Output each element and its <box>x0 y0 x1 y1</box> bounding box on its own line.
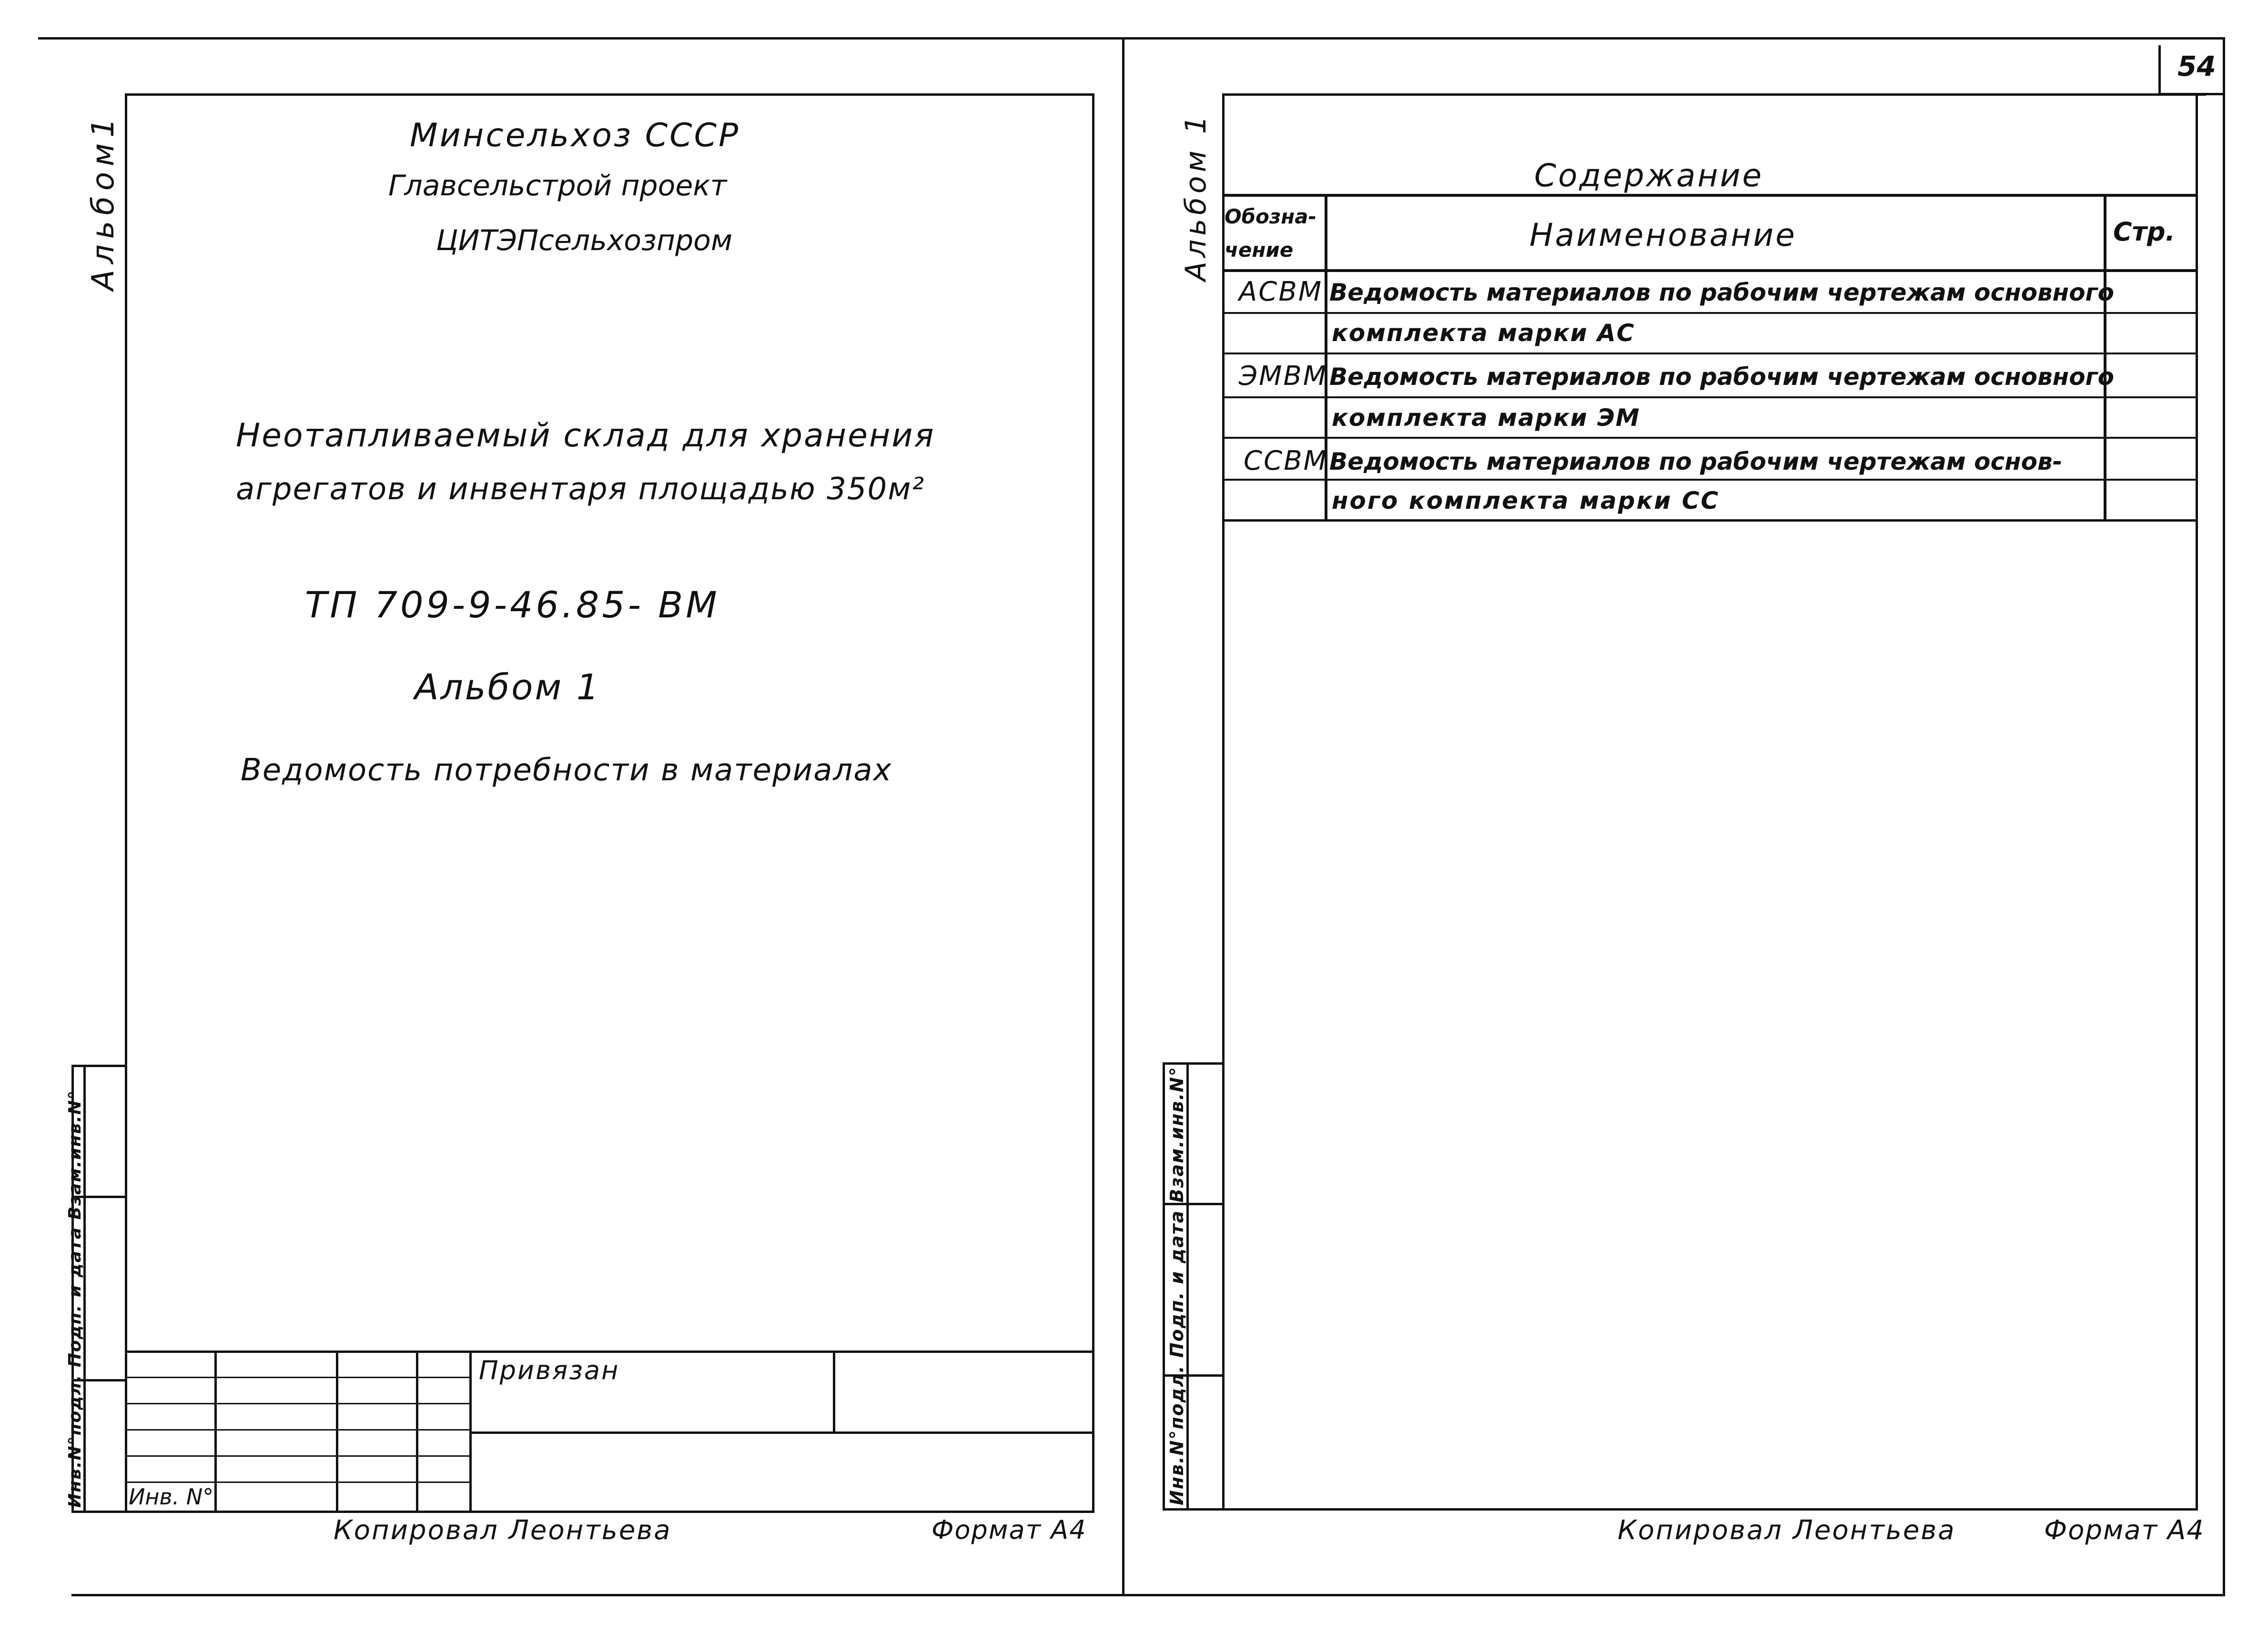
bottom-border-line <box>71 1594 2225 1596</box>
table-header-designation: Обозна- чение <box>1225 205 1317 262</box>
page-number: 54 <box>2177 50 2216 82</box>
left-doc-code: ТП 709-9-46.85- ВМ <box>305 584 720 626</box>
left-format-label: Формат А4 <box>932 1515 1087 1545</box>
table-row-4-name: комплекта марки ЭМ <box>1332 404 1640 432</box>
right-frame-left <box>1222 93 1225 1511</box>
right-frame-right <box>2196 93 2198 1511</box>
left-frame-top <box>125 93 1094 96</box>
right-format-label: Формат А4 <box>2044 1515 2205 1546</box>
left-frame-right <box>1092 93 1094 1513</box>
left-org-line-3: ЦИТЭПсельхозпром <box>436 224 733 257</box>
table-header-page: Стр. <box>2113 217 2176 247</box>
left-org-line-2: Главсельстрой проект <box>388 169 727 202</box>
table-row-5-code: ССВМ <box>1244 445 1328 476</box>
right-side-stamp-text: Инв.N°подл. Подп. и дата Взам.инв.N° <box>1166 1066 1187 1505</box>
table-row-1-name: Ведомость материалов по рабочим чертежам основного <box>1329 279 2115 306</box>
left-title-line-1: Неотапливаемый склад для хранения <box>236 417 935 454</box>
left-copied-by: Копировал Леонтьева <box>334 1515 672 1546</box>
left-subtitle: Ведомость потребности в материалах <box>241 753 892 788</box>
right-side-album-label: Альбом 1 <box>1179 112 1213 281</box>
contents-heading: Содержание <box>1534 157 1764 194</box>
left-title-line-2: агрегатов и инвентаря площадью 350м² <box>236 472 925 507</box>
right-frame-bottom <box>1163 1508 2198 1511</box>
left-org-line-1: Минсельхоз СССР <box>410 117 740 154</box>
left-stamp-attached-label: Привязан <box>479 1355 620 1385</box>
table-row-3-name: Ведомость материалов по рабочим чертежам основного <box>1329 363 2115 391</box>
top-border-line <box>38 37 2225 40</box>
left-side-album-label: Альбом1 <box>86 112 121 291</box>
left-frame-left <box>125 93 127 1513</box>
table-header-name: Наименование <box>1529 217 1797 253</box>
table-row-2-name: комплекта марки АС <box>1332 319 1635 347</box>
right-copied-by: Копировал Леонтьева <box>1618 1515 1956 1546</box>
left-frame-bottom <box>71 1511 1094 1513</box>
table-row-5-name: Ведомость материалов по рабочим чертежам основ- <box>1329 448 2063 475</box>
right-frame-top <box>1222 93 2206 96</box>
center-fold-line <box>1122 37 1124 1595</box>
left-side-stamp-text: Инв.N°подл. Подп. и дата Взам.инв.N° <box>65 1089 85 1508</box>
table-row-3-code: ЭМВМ <box>1239 361 1328 392</box>
left-inventory-label: Инв. N° <box>129 1484 214 1510</box>
table-row-6-name: ного комплекта марки СС <box>1332 487 1720 514</box>
left-album-label: Альбом 1 <box>415 667 601 708</box>
table-row-1-code: АСВМ <box>1239 276 1323 307</box>
